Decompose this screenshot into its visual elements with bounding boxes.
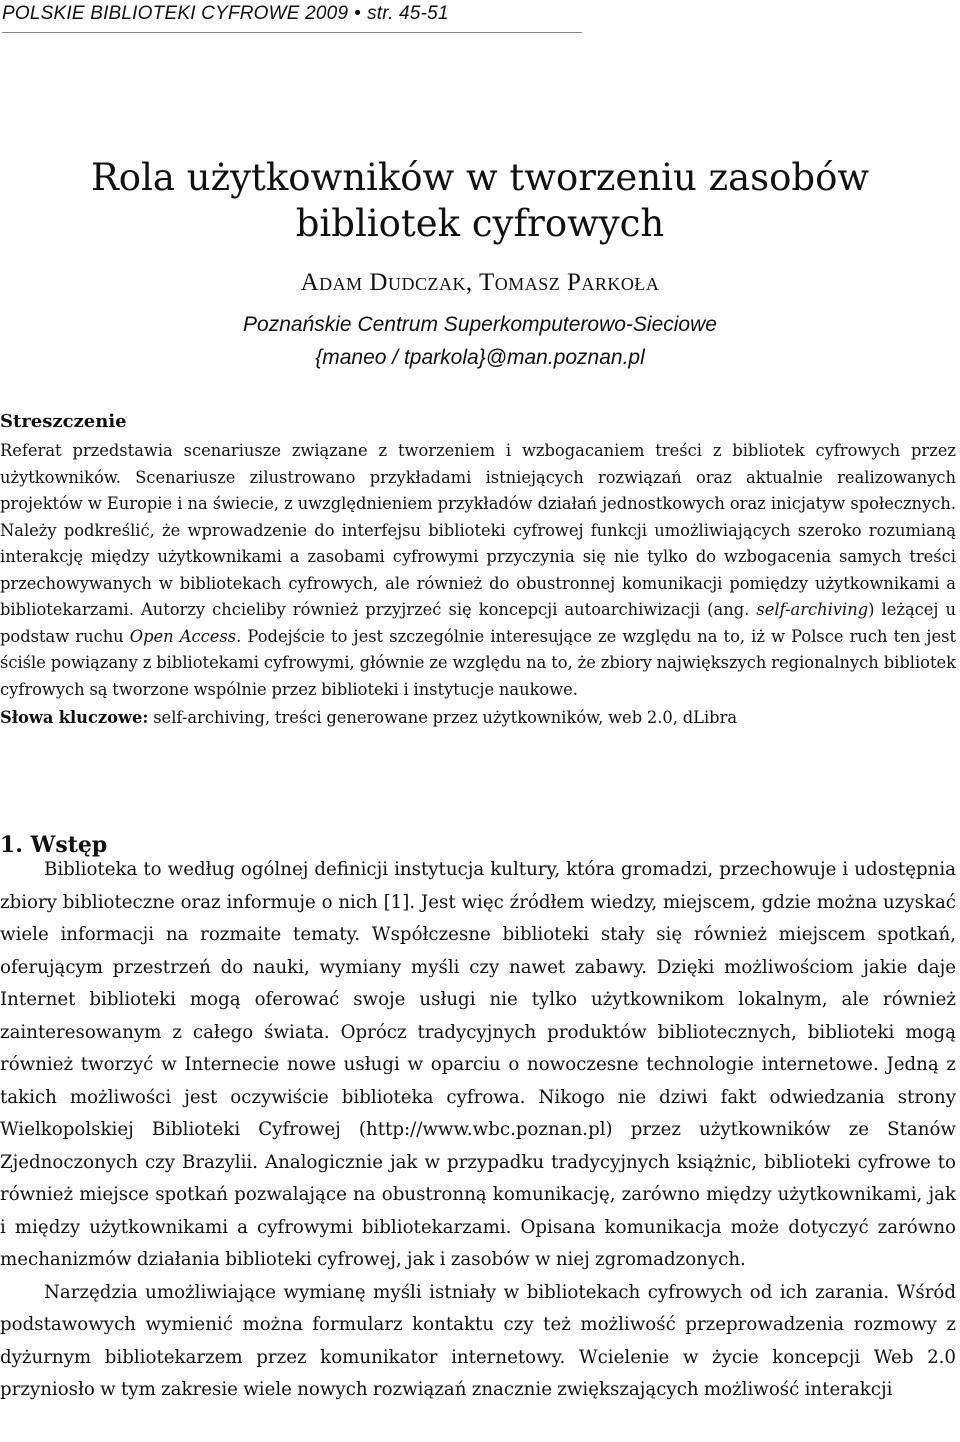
abstract-heading: Streszczenie <box>0 411 127 432</box>
running-header <box>2 2 582 33</box>
section-body <box>0 854 956 1407</box>
affiliation: Poznańskie Centrum Superkomputerowo-Sieciowe <box>243 313 717 336</box>
abstract-text-part-2: ) leżącej u podstaw ruchu <box>0 600 956 646</box>
keywords-label: Słowa kluczowe: <box>0 708 149 727</box>
title-line-2: bibliotek cyfrowych <box>295 201 665 245</box>
abstract-text <box>0 438 956 703</box>
abstract-text-part-3: . Podejście to jest szczególnie interesujące ze względu na to, iż w Polsce ruch ten jest ściśle powiązany z bibliotekami cyfrowymi, głównie ze względu na to, że zbiory największych regionalnych bibliotek cyfrowych są tworzone wspólnie przez biblioteki i instytucje naukowe. <box>0 626 956 699</box>
author-email: {maneo / tparkola}@man.poznan.pl <box>315 346 645 369</box>
abstract <box>0 410 956 732</box>
title-line-1: Rola użytkowników w tworzeniu zasobów <box>90 155 870 199</box>
body-paragraph-1: Biblioteka to według ogólnej definicji instytucja kultury, która gromadzi, przechowuje i udostępnia zbiory biblioteczne oraz informuje o nich [1]. Jest więc źródłem wiedzy, miejscem, gdzie można uzyskać wiele informacji na rozmaite tematy. Współczesne biblioteki stały się również miejscem spotkań, oferującym przestrzeń do nauki, wymiany myśli czy nawet zabawy. Dzięki możliwościom jakie daje Internet biblioteki mogą oferować swoje usługi nie tylko użytkownikom lokalnym, ale również zainteresowanym z całego świata. Oprócz tradycyjnych produktów bibliotecznych, biblioteki mogą również tworzyć w Internecie nowe usługi w oparciu o nowoczesne technologie internetowe. Jedną z takich możliwości jest oczywiście biblioteka cyfrowa. Nikogo nie dziwi fakt odwiedzania strony Wielkopolskiej Biblioteki Cyfrowej (http://www.wbc.poznan.pl) przez użytkowników ze Stanów Zjednoczonych czy Brazylii. Analogicznie jak w przypadku tradycyjnych książnic, biblioteki cyfrowe to również miejsce spotkań pozwalające na obustronną komunikację, zarówno między użytkownikami, jak i między użytkownikami a cyfrowymi bibliotekarzami. Opisana komunikacja może dotyczyć zarówno mechanizmów działania biblioteki cyfrowej, jak i zasobów w niej zgromadzonych. <box>0 859 956 1270</box>
abstract-italic-self-archiving: self-archiving <box>756 600 869 619</box>
authors: Adam Dudczak, Tomasz Parkoła <box>300 269 660 296</box>
keywords-list: self-archiving, treści generowane przez użytkowników, web 2.0, dLibra <box>153 708 738 727</box>
abstract-italic-open-access: Open Access <box>129 626 237 646</box>
section-heading-introduction: 1. Wstęp <box>0 832 108 859</box>
body-paragraph-2: Narzędzia umożliwiające wymianę myśli istniały w bibliotekach cyfrowych od ich zarania. Wśród podstawowych wymienić można formularz kontaktu czy też możliwość przeprowadzenia rozmowy z dyżurnym bibliotekarzem przez komunikator internetowy. Wcielenie w życie koncepcji Web 2.0 przyniosło w tym zakresie wiele nowych rozwiązań znacznie zwiększających możliwość interakcji <box>0 1281 956 1400</box>
paper-title <box>0 155 960 247</box>
header-bullet: • <box>354 3 362 24</box>
page-range: str. 45-51 <box>367 3 449 24</box>
journal-name: POLSKIE BIBLIOTEKI CYFROWE 2009 <box>2 3 349 24</box>
keywords <box>0 705 956 732</box>
abstract-text-part-1: Referat przedstawia scenariusze związane z tworzeniem i wzbogacaniem treści z bibliotek cyfrowych przez użytkowników. Scenariusze zilustrowano przykładami istniejących rozwiązań oraz aktualnie realizowanych projektów w Europie i na świecie, z uwzględnieniem przykładów działań jednostkowych oraz inicjatyw społecznych. Należy podkreślić, że wprowadzenie do interfejsu biblioteki cyfrowej funkcji umożliwiających szeroko rozumianą interakcję między użytkownikami a zasobami cyfrowymi przyczynia się nie tylko do wzbogacenia samych treści przechowywanych w bibliotekach cyfrowych, ale również do obustronnej komunikacji pomiędzy użytkownikami a bibliotekarzami. Autorzy chcieliby również przyjrzeć się koncepcji autoarchiwizacji (ang. <box>0 441 956 619</box>
